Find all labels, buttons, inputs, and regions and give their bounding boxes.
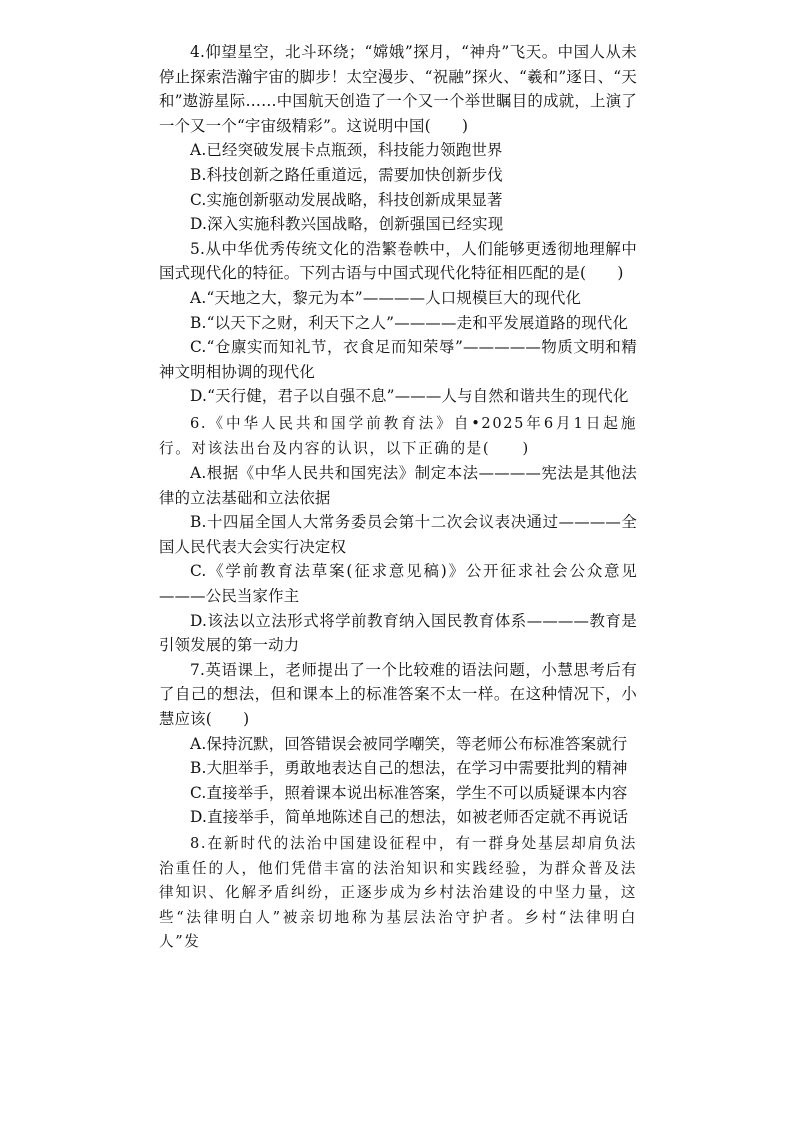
question-8	[159, 832, 637, 955]
option-a: A.根据《中华人民共和国宪法》制定本法————宪法是其他法律的立法基础和立法依据	[159, 464, 637, 507]
question-6	[159, 412, 637, 658]
option-c: C.直接举手，照着课本说出标准答案，学生不可以质疑课本内容	[190, 783, 628, 802]
question-stem: 7.英语课上，老师提出了一个比较难的语法问题，小慧思考后有了自己的想法，但和课本上的标准答案不太一样。在这种情况下，小慧应该( )	[159, 660, 637, 729]
option-b: B.“以天下之财，利天下之人”————走和平发展道路的现代化	[190, 313, 629, 332]
option-d: D.该法以立法形式将学前教育纳入国民教育体系————教育是引领发展的第一动力	[159, 611, 637, 655]
document-page	[159, 40, 637, 955]
question-5	[159, 237, 637, 409]
option-d: D.深入实施科教兴国战略，创新强国已经实现	[190, 215, 504, 234]
option-c: C.实施创新驱动发展战略，科技创新成果显著	[190, 190, 503, 209]
option-a: A.“天地之大，黎元为本”————人口规模巨大的现代化	[190, 288, 582, 307]
option-d: D.直接举手，简单地陈述自己的想法，如被老师否定就不再说话	[190, 808, 629, 827]
option-d: D.“天行健，君子以自强不息”———人与自然和谐共生的现代化	[190, 387, 629, 406]
option-b: B.科技创新之路任重道远，需要加快创新步伐	[190, 165, 503, 184]
question-stem: 6.《中华人民共和国学前教育法》自•2025年6月1日起施行。对该法出台及内容的认识，以下正确的是( )	[159, 414, 637, 457]
question-4	[159, 40, 637, 237]
option-c: C.《学前教育法草案(征求意见稿)》公开征求社会公众意见———公民当家作主	[159, 562, 637, 606]
question-7	[159, 658, 637, 830]
option-a: A.已经突破发展卡点瓶颈，科技能力领跑世界	[190, 141, 503, 160]
option-b: B.十四届全国人大常务委员会第十二次会议表决通过————全国人民代表大会实行决定权	[159, 513, 637, 556]
question-stem: 8.在新时代的法治中国建设征程中，有一群身处基层却肩负法治重任的人，他们凭借丰富的法治知识和实践经验，为群众普及法律知识、化解矛盾纠纷，正逐步成为乡村法治建设的中坚力量，这些“法律明白人”被亲切地称为基层法治守护者。乡村“法律明白人”发	[159, 835, 637, 951]
question-stem: 4.仰望星空，北斗环绕；“嫦娥”探月，“神舟”飞天。中国人从未停止探索浩瀚宇宙的脚步！太空漫步、“祝融”探火、“羲和”逐日、“天和”遨游星际……中国航天创造了一个又一个举世瞩目的成就，上演了一个又一个“宇宙级精彩”。这说明中国( )	[159, 43, 637, 135]
option-a: A.保持沉默，回答错误会被同学嘲笑，等老师公布标准答案就行	[190, 734, 628, 753]
option-c: C.“仓廪实而知礼节，衣食足而知荣辱”—————物质文明和精神文明相协调的现代化	[159, 338, 637, 381]
option-b: B.大胆举手，勇敢地表达自己的想法，在学习中需要批判的精神	[190, 759, 628, 778]
question-stem: 5.从中华优秀传统文化的浩繁卷帙中，人们能够更透彻地理解中国式现代化的特征。下列古语与中国式现代化特征相匹配的是( )	[159, 239, 637, 283]
